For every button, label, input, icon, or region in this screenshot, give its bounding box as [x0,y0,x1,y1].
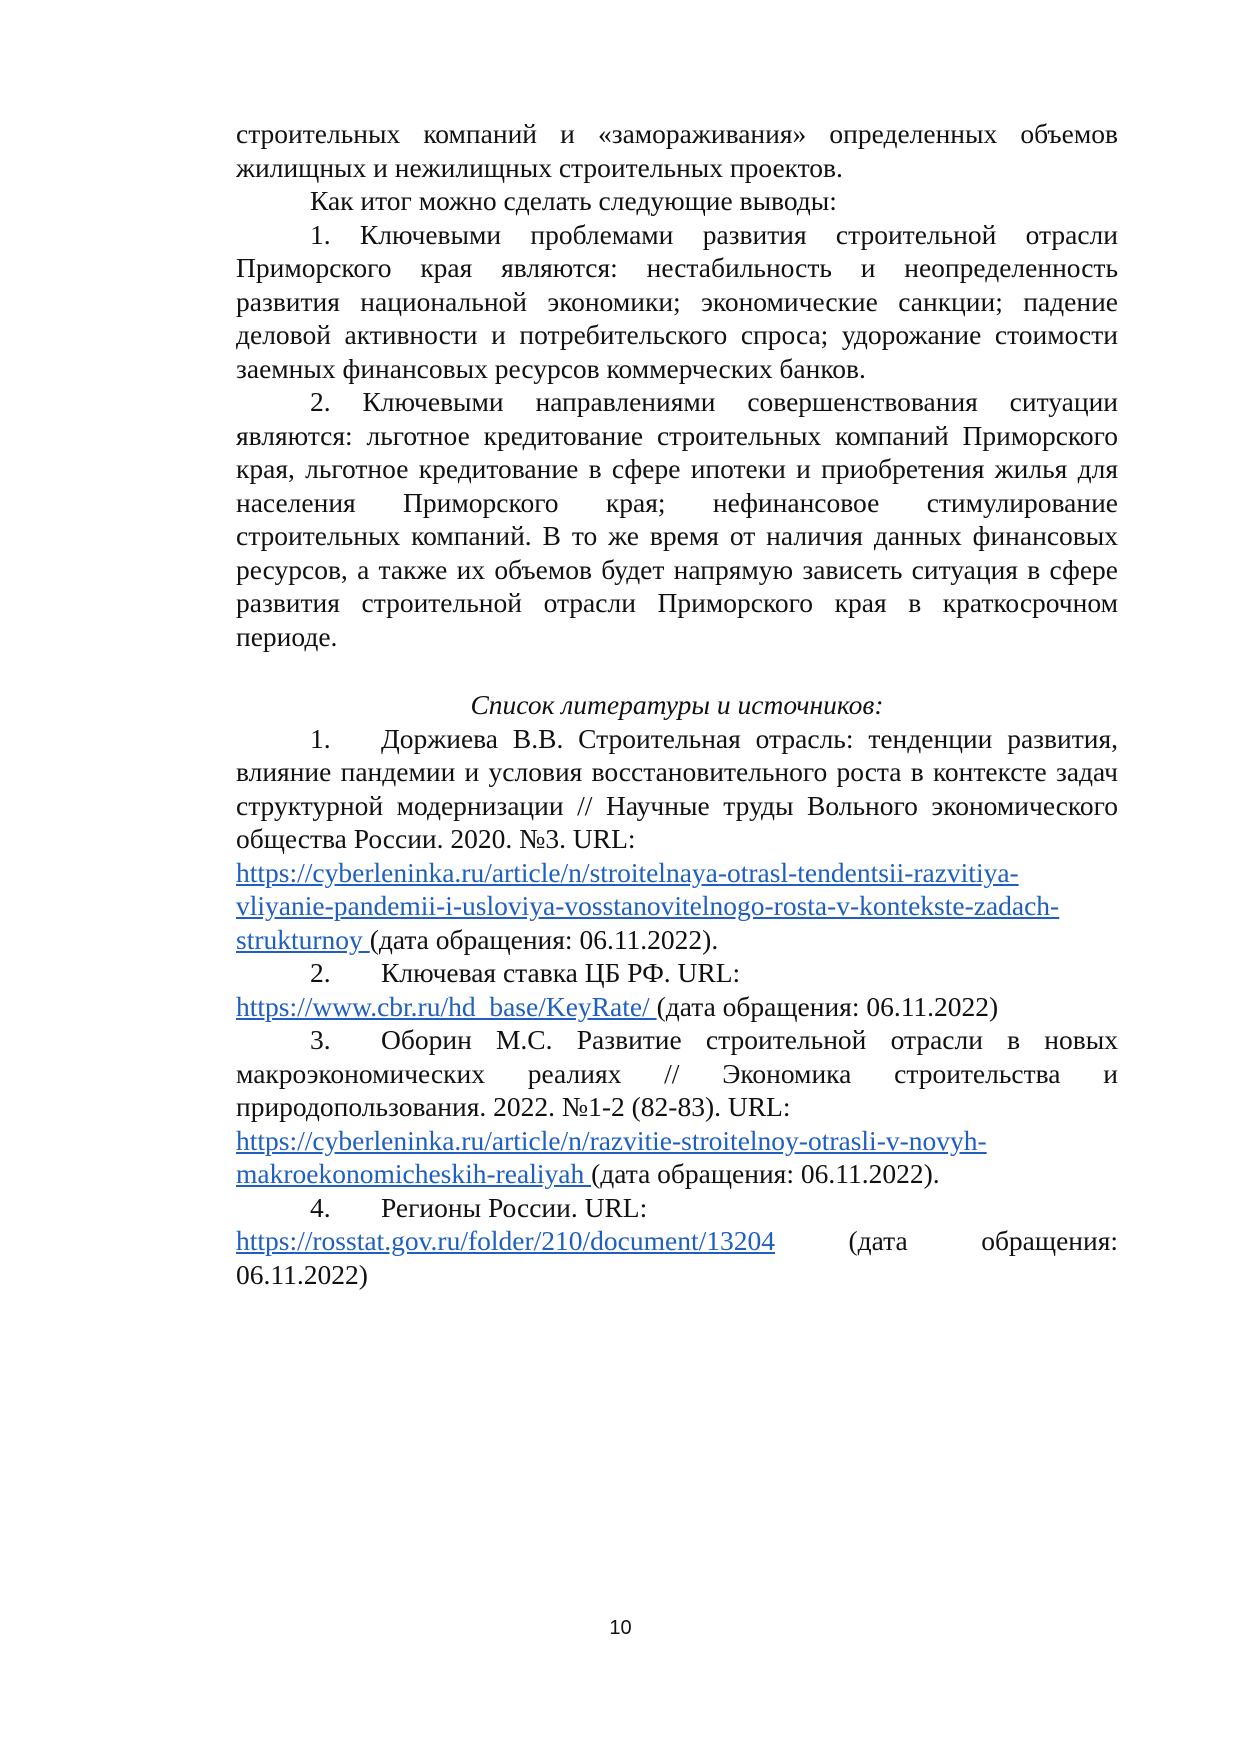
reference-access-date: (дата обращения: 06.11.2022) [236,1225,1118,1290]
reference-access-date: (дата обращения: 06.11.2022). [591,1158,940,1189]
reference-text: Оборин М.С. Развитие строительной отрасли в новых макроэкономических реалиях // Экономика строительства и природопользования. 2022. №1-2 (82-83). URL: [236,1024,1118,1122]
reference-number: 3. [310,1024,331,1055]
reference-number: 1. [310,722,331,754]
references-heading: Список литературы и источников: [470,689,884,720]
paragraph-conclusions-intro: Как итог можно сделать следующие выводы: [310,185,837,216]
paragraph-continuation-line-2: жилищных и нежилищных строительных проектов. [236,151,843,183]
reference-item-3 [236,1023,1118,1191]
reference-link[interactable]: https://www.cbr.ru/hd_base/KeyRate/ [236,990,657,1022]
paragraph-conclusion-1: 1. Ключевыми проблемами развития строительной отрасли Приморского края являются: нестабильность и неопределенность развития национальной экономики; экономические санкции; падение деловой активности и потребительского спроса; удорожание стоимости заемных финансовых ресурсов коммерческих банков. [236,218,1118,384]
page-number: 10 [609,1617,632,1639]
reference-item-4 [236,1191,1118,1292]
reference-link[interactable]: https://cyberleninka.ru/article/n/razvitie-stroitelnoy-otrasli-v-novyh- makroekonomicheskih-realiyah [236,1124,987,1189]
reference-link[interactable]: https://rosstat.gov.ru/folder/210/document/13204 [236,1225,775,1256]
reference-access-date: (дата обращения: 06.11.2022) [656,990,999,1022]
document-page [236,117,1118,1291]
paragraph-continuation-line-1: строительных компаний и «замораживания» определенных объемов [236,118,1118,149]
reference-link[interactable]: https://cyberleninka.ru/article/n/stroitelnaya-otrasl-tendentsii-razvitiya- vliyanie-pandemii-i-usloviya-vosstanovitelnogo-rosta-v-kontekste-zadach- strukturnoy [236,856,1060,955]
reference-text: Доржиева В.В. Строительная отрасль: тенденции развития, влияние пандемии и условия восстановительного роста в контексте задач структурной модернизации // Научные труды Вольного экономического общества России. 2020. №3. URL: [236,722,1118,854]
paragraph-conclusion-2: 2. Ключевыми направлениями совершенствования ситуации являются: льготное кредитование строительных компаний Приморского края, льготное кредитование в сфере ипотеки и приобретения жилья для населения Приморского края; нефинансовое стимулирование строительных компаний. В то же время от наличия данных финансовых ресурсов, а также их объемов будет напрямую зависеть ситуация в сфере развития строительной отрасли Приморского края в краткосрочном периоде. [236,386,1118,652]
reference-access-date: (дата обращения: 06.11.2022). [369,923,719,955]
reference-text: Регионы России. URL: [381,1191,648,1223]
reference-number: 4. [310,1191,331,1223]
reference-text: Ключевая ставка ЦБ РФ. URL: [381,957,741,988]
reference-number: 2. [310,957,331,988]
reference-item-1 [236,722,1118,957]
reference-item-2 [236,956,1118,1023]
